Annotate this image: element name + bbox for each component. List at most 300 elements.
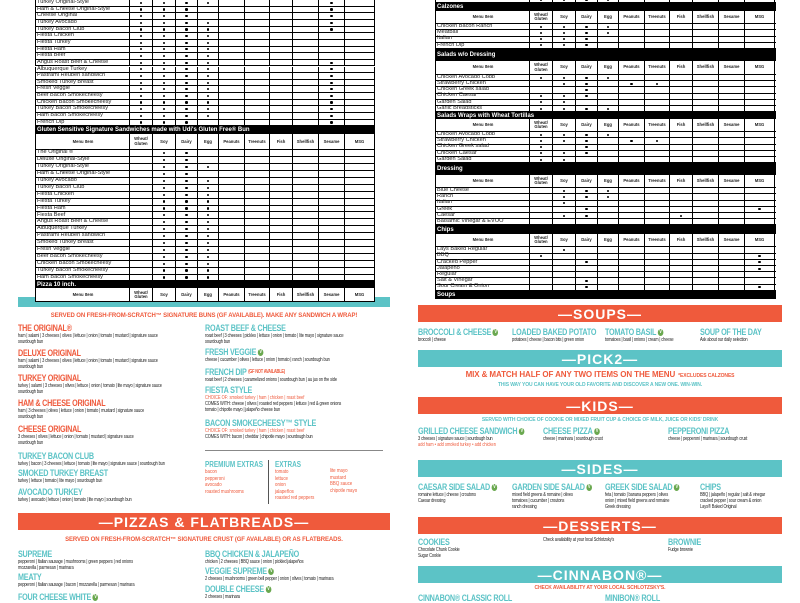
allergen-cell bbox=[693, 194, 719, 199]
allergen-dot bbox=[540, 26, 542, 28]
allergen-cell bbox=[130, 73, 153, 79]
item-title-text: MINIBON® ROLL bbox=[605, 593, 660, 603]
item-title-text: GRILLED CHEESE SANDWICH bbox=[418, 426, 518, 436]
allergen-cell bbox=[598, 278, 619, 283]
allergen-cell bbox=[130, 178, 153, 184]
allergen-dot bbox=[563, 95, 565, 97]
allergen-dot bbox=[163, 269, 165, 271]
allergen-cell bbox=[153, 212, 176, 218]
allergen-cell bbox=[576, 24, 598, 29]
menu-item bbox=[605, 593, 660, 603]
allergen-cell bbox=[530, 285, 553, 290]
allergen-cell bbox=[245, 113, 270, 119]
item-title bbox=[205, 584, 271, 594]
item-title-text: TURKEY ORIGINAL bbox=[18, 373, 82, 383]
item-title-text: DOUBLE CHEESE bbox=[205, 584, 264, 594]
allergen-cell bbox=[293, 93, 319, 99]
allergen-cell bbox=[553, 157, 576, 162]
menu-item-name: Ham Bacon Smokecheesy bbox=[35, 113, 130, 119]
allergen-cell bbox=[319, 67, 345, 73]
allergen-dot bbox=[185, 207, 187, 209]
allergen-cell bbox=[576, 138, 598, 143]
allergen-dot bbox=[140, 15, 142, 17]
allergen-cell bbox=[176, 178, 198, 184]
allergen-cell bbox=[153, 67, 176, 73]
allergen-cell bbox=[530, 213, 553, 218]
column-header: Sesame bbox=[719, 61, 745, 74]
allergen-cell bbox=[598, 94, 619, 99]
allergen-dot bbox=[207, 35, 209, 37]
allergen-cell bbox=[319, 171, 345, 177]
allergen-cell bbox=[693, 260, 719, 265]
allergen-dot bbox=[540, 152, 542, 154]
allergen-cell bbox=[198, 185, 219, 191]
allergen-cell bbox=[270, 275, 293, 281]
vegetarian-icon: V bbox=[675, 483, 678, 490]
allergen-cell bbox=[670, 254, 693, 259]
allergen-cell bbox=[745, 188, 775, 193]
allergen-cell bbox=[576, 285, 598, 290]
allergen-dot bbox=[185, 187, 187, 189]
menu-item-name: Garlic Breadsticks bbox=[435, 106, 530, 111]
allergen-cell bbox=[553, 24, 576, 29]
column-header: MSG bbox=[745, 119, 775, 131]
allergen-cell bbox=[176, 106, 198, 112]
allergen-cell bbox=[245, 60, 270, 66]
allergen-cell bbox=[198, 157, 219, 163]
item-title-text: BBQ CHICKEN & JALAPEÑO bbox=[205, 549, 299, 559]
allergen-dot bbox=[540, 32, 542, 34]
item-title bbox=[605, 327, 673, 337]
item-title-text: PEPPERONI PIZZA bbox=[668, 426, 730, 436]
allergen-cell bbox=[553, 94, 576, 99]
menu-item-header: Menu Item bbox=[435, 119, 530, 131]
allergen-cell bbox=[345, 80, 375, 86]
allergen-dot bbox=[185, 28, 187, 30]
allergen-dot bbox=[163, 28, 165, 30]
allergen-dot bbox=[163, 95, 165, 97]
gf-note: (GF NOT AVAILABLE) bbox=[248, 369, 285, 375]
allergen-cell bbox=[176, 164, 198, 170]
allergen-cell bbox=[245, 150, 270, 156]
allergen-cell bbox=[270, 192, 293, 198]
item-description: Lays® Baked Original bbox=[700, 504, 737, 510]
allergen-cell bbox=[293, 60, 319, 66]
allergen-dot bbox=[163, 263, 165, 265]
allergen-dot bbox=[185, 256, 187, 258]
column-header: Dairy bbox=[576, 234, 598, 246]
menu-item bbox=[700, 327, 762, 343]
item-title-text: FRESH VEGGIE bbox=[205, 347, 257, 357]
allergen-cell bbox=[530, 37, 553, 42]
allergen-cell bbox=[245, 93, 270, 99]
allergen-cell bbox=[598, 213, 619, 218]
left-table bbox=[35, 0, 375, 298]
allergen-cell bbox=[176, 212, 198, 218]
column-header: Wheat/ Gluten bbox=[530, 119, 553, 131]
allergen-cell bbox=[219, 240, 245, 246]
item-title-text: TURKEY BACON CLUB bbox=[18, 451, 94, 461]
allergen-cell bbox=[319, 20, 345, 26]
allergen-cell bbox=[598, 285, 619, 290]
allergen-dot bbox=[585, 77, 587, 79]
menu-item-name: BBQ bbox=[435, 254, 530, 259]
allergen-cell bbox=[530, 87, 553, 92]
allergen-cell bbox=[153, 275, 176, 281]
menu-item bbox=[668, 426, 747, 442]
allergen-dot bbox=[140, 42, 142, 44]
allergen-cell bbox=[576, 100, 598, 105]
allergen-dot bbox=[563, 152, 565, 154]
allergen-cell bbox=[130, 164, 153, 170]
allergen-cell bbox=[176, 275, 198, 281]
allergen-cell bbox=[670, 272, 693, 277]
allergen-cell bbox=[345, 0, 375, 6]
allergen-cell bbox=[293, 113, 319, 119]
allergen-cell bbox=[153, 60, 176, 66]
allergen-cell bbox=[319, 219, 345, 225]
allergen-cell bbox=[745, 266, 775, 271]
allergen-cell bbox=[219, 27, 245, 33]
allergen-cell bbox=[198, 7, 219, 13]
allergen-cell bbox=[219, 80, 245, 86]
allergen-cell bbox=[130, 60, 153, 66]
menu-item-name: Ranch bbox=[435, 194, 530, 199]
allergen-cell bbox=[270, 20, 293, 26]
allergen-dot bbox=[185, 159, 187, 161]
availability-note: CHECK AVAILABILITY AT YOUR LOCAL SCHLOTZSKY'S. bbox=[534, 585, 666, 591]
allergen-cell bbox=[719, 207, 745, 212]
item-description: Chocolate Chunk Cookie bbox=[418, 547, 460, 553]
allergen-cell bbox=[198, 268, 219, 274]
allergen-cell bbox=[219, 185, 245, 191]
allergen-cell bbox=[345, 106, 375, 112]
allergen-dot bbox=[585, 44, 587, 46]
allergen-cell bbox=[598, 132, 619, 137]
menu-item-name: Deluxe Original-Style bbox=[35, 157, 130, 163]
menu-item-name: Turkey Avocado bbox=[35, 178, 130, 184]
allergen-cell bbox=[619, 266, 645, 271]
allergen-cell bbox=[719, 278, 745, 283]
allergen-cell bbox=[130, 120, 153, 126]
allergen-cell bbox=[270, 261, 293, 267]
allergen-dot bbox=[185, 62, 187, 64]
allergen-cell bbox=[270, 33, 293, 39]
extras-item: avocado bbox=[205, 482, 222, 488]
allergen-cell bbox=[198, 93, 219, 99]
allergen-dot bbox=[585, 152, 587, 154]
allergen-cell bbox=[319, 73, 345, 79]
allergen-cell bbox=[345, 192, 375, 198]
column-header: Treenuts bbox=[645, 61, 670, 74]
menu-item bbox=[700, 482, 765, 510]
allergen-cell bbox=[530, 94, 553, 99]
allergen-cell bbox=[619, 0, 645, 2]
allergen-cell bbox=[645, 24, 670, 29]
vegetarian-icon: V bbox=[259, 348, 262, 355]
allergen-cell bbox=[176, 86, 198, 92]
item-title bbox=[418, 537, 460, 547]
allergen-cell bbox=[693, 106, 719, 111]
allergen-dot bbox=[163, 228, 165, 230]
allergen-cell bbox=[530, 188, 553, 193]
allergen-dot bbox=[140, 2, 142, 4]
allergen-cell bbox=[553, 201, 576, 206]
allergen-cell bbox=[319, 93, 345, 99]
allergen-cell bbox=[153, 120, 176, 126]
allergen-cell bbox=[619, 278, 645, 283]
allergen-cell bbox=[198, 226, 219, 232]
item-title bbox=[18, 451, 165, 461]
allergen-cell bbox=[130, 13, 153, 19]
allergen-cell bbox=[319, 60, 345, 66]
menu-item-name: Chicken Greek salad bbox=[435, 145, 530, 150]
column-header: Fish bbox=[670, 175, 693, 187]
allergen-cell bbox=[619, 219, 645, 224]
allergen-cell bbox=[130, 254, 153, 260]
allergen-cell bbox=[245, 13, 270, 19]
item-description: roast beef | 3 cheeses | pickles | lettuce | onion | tomato | lite mayo | signature sauce bbox=[205, 333, 344, 339]
item-title-text: COOKIES bbox=[418, 537, 450, 547]
allergen-dot bbox=[163, 152, 165, 154]
column-header: Dairy bbox=[576, 119, 598, 131]
menu-item-name: Italian bbox=[435, 201, 530, 206]
allergen-dot bbox=[630, 140, 632, 142]
allergen-cell bbox=[270, 67, 293, 73]
item-title bbox=[512, 482, 592, 492]
allergen-cell bbox=[598, 75, 619, 80]
allergen-cell bbox=[293, 33, 319, 39]
allergen-cell bbox=[198, 199, 219, 205]
menu-item-name: Turkey Avocado bbox=[35, 20, 130, 26]
column-header: Sesame bbox=[319, 134, 345, 149]
allergen-cell bbox=[670, 138, 693, 143]
allergen-cell bbox=[345, 233, 375, 239]
allergen-cell bbox=[198, 67, 219, 73]
column-header: Egg bbox=[598, 119, 619, 131]
allergen-cell bbox=[745, 132, 775, 137]
allergen-cell bbox=[345, 275, 375, 281]
table-row bbox=[35, 185, 375, 192]
allergen-cell bbox=[319, 233, 345, 239]
allergen-cell bbox=[198, 192, 219, 198]
allergen-cell bbox=[153, 100, 176, 106]
allergen-cell bbox=[293, 171, 319, 177]
allergen-cell bbox=[598, 87, 619, 92]
allergen-cell bbox=[270, 73, 293, 79]
menu-item-name: Ham & Cheese Original-Style bbox=[35, 7, 130, 13]
allergen-cell bbox=[598, 188, 619, 193]
extras-item: BBQ sauce bbox=[330, 481, 353, 487]
allergen-cell bbox=[693, 254, 719, 259]
allergen-cell bbox=[553, 188, 576, 193]
allergen-dot bbox=[140, 115, 142, 117]
allergen-cell bbox=[598, 272, 619, 277]
allergen-cell bbox=[670, 285, 693, 290]
menu-item-name: Italian bbox=[435, 37, 530, 42]
item-description: cheese | pepperoni | marinara | sourdough crust bbox=[668, 436, 748, 442]
allergen-cell bbox=[130, 268, 153, 274]
section-title: Pizza 10 inch. bbox=[35, 281, 375, 288]
item-description: sourdough bun bbox=[18, 339, 44, 345]
allergen-cell bbox=[598, 207, 619, 212]
allergen-dot bbox=[185, 35, 187, 37]
allergen-cell bbox=[345, 178, 375, 184]
allergen-cell bbox=[319, 106, 345, 112]
served-note: SERVED ON FRESH-FROM-SCRATCH™ SIGNATURE CRUST (GF AVAILABLE) OR AS FLATBREADS. bbox=[65, 537, 343, 543]
allergen-dot bbox=[330, 62, 332, 64]
allergen-cell bbox=[293, 254, 319, 260]
item-title bbox=[18, 592, 98, 602]
menu-item-name: Garden Salad bbox=[435, 157, 530, 162]
allergen-dot bbox=[563, 159, 565, 161]
menu-item-name: Garden Salad bbox=[435, 100, 530, 105]
allergen-cell bbox=[693, 30, 719, 35]
menu-item-header: Menu Item bbox=[435, 234, 530, 246]
allergen-dot bbox=[585, 208, 587, 210]
allergen-dot bbox=[163, 207, 165, 209]
allergen-dot bbox=[140, 82, 142, 84]
menu-item-name: Fiesta Beef bbox=[35, 212, 130, 218]
kids-banner: —KIDS— bbox=[418, 397, 782, 414]
allergen-cell bbox=[645, 219, 670, 224]
allergen-cell bbox=[345, 157, 375, 163]
allergen-dot bbox=[585, 215, 587, 217]
allergen-cell bbox=[293, 120, 319, 126]
allergen-cell bbox=[670, 132, 693, 137]
allergen-dot bbox=[185, 55, 187, 57]
allergen-cell bbox=[619, 100, 645, 105]
allergen-cell bbox=[319, 33, 345, 39]
allergen-cell bbox=[745, 106, 775, 111]
item-description: cracked pepper | sour cream & onion bbox=[700, 498, 762, 504]
allergen-cell bbox=[576, 254, 598, 259]
allergen-cell bbox=[530, 100, 553, 105]
allergen-cell bbox=[245, 164, 270, 170]
allergen-dot bbox=[330, 2, 332, 4]
menu-item-header: Menu Item bbox=[35, 288, 130, 301]
menu-item bbox=[512, 327, 596, 343]
allergen-cell bbox=[645, 254, 670, 259]
allergen-dot bbox=[163, 35, 165, 37]
allergen-dot bbox=[185, 121, 187, 123]
item-title-text: ROAST BEEF & CHEESE bbox=[205, 323, 286, 333]
allergen-dot bbox=[207, 194, 209, 196]
allergen-cell bbox=[198, 233, 219, 239]
vegetarian-icon: V bbox=[595, 427, 599, 434]
allergen-cell bbox=[270, 240, 293, 246]
allergen-cell bbox=[130, 157, 153, 163]
allergen-dot bbox=[163, 249, 165, 251]
allergen-cell bbox=[719, 194, 745, 199]
column-header: Peanuts bbox=[619, 175, 645, 187]
allergen-cell bbox=[576, 151, 598, 156]
table-row bbox=[35, 178, 375, 185]
allergen-dot bbox=[207, 207, 209, 209]
item-title bbox=[668, 537, 701, 547]
item-title-text: CAESAR SIDE SALAD bbox=[418, 482, 490, 492]
allergen-cell bbox=[745, 272, 775, 277]
column-header: Peanuts bbox=[619, 234, 645, 246]
allergen-cell bbox=[245, 106, 270, 112]
column-header: Peanuts bbox=[219, 288, 245, 301]
menu-item-name: Balsamic Vinegar & EVOO bbox=[435, 219, 530, 224]
allergen-cell bbox=[576, 272, 598, 277]
vegetarian-icon: V bbox=[493, 483, 496, 490]
allergen-cell bbox=[130, 171, 153, 177]
allergen-cell bbox=[245, 80, 270, 86]
column-header: Fish bbox=[670, 119, 693, 131]
allergen-cell bbox=[219, 33, 245, 39]
allergen-cell bbox=[670, 100, 693, 105]
item-title bbox=[205, 385, 341, 395]
allergen-cell bbox=[319, 0, 345, 6]
allergen-cell bbox=[693, 145, 719, 150]
menu-item-name: Fiesta Chicken bbox=[35, 33, 130, 39]
column-header: Dairy bbox=[176, 288, 198, 301]
allergen-cell bbox=[670, 145, 693, 150]
allergen-dot bbox=[330, 8, 332, 10]
allergen-dot bbox=[207, 101, 209, 103]
allergen-cell bbox=[619, 43, 645, 48]
allergen-cell bbox=[245, 53, 270, 59]
allergen-cell bbox=[745, 194, 775, 199]
extras-item: lettuce bbox=[275, 475, 288, 482]
allergen-dot bbox=[207, 242, 209, 244]
allergen-cell bbox=[270, 150, 293, 156]
allergen-dot bbox=[185, 242, 187, 244]
column-header: Soy bbox=[553, 175, 576, 187]
column-header: Soy bbox=[553, 61, 576, 74]
served-note: SERVED ON FRESH-FROM-SCRATCH™ SIGNATURE BUNS (GF AVAILABLE). MAKE ANY SANDWICH A WRAP! bbox=[50, 313, 358, 319]
allergen-dot bbox=[185, 194, 187, 196]
allergen-cell bbox=[670, 37, 693, 42]
allergen-cell bbox=[219, 275, 245, 281]
allergen-cell bbox=[553, 81, 576, 86]
allergen-cell bbox=[530, 30, 553, 35]
allergen-cell bbox=[598, 81, 619, 86]
allergen-cell bbox=[719, 87, 745, 92]
allergen-cell bbox=[619, 75, 645, 80]
column-header: MSG bbox=[745, 11, 775, 23]
allergen-cell bbox=[619, 213, 645, 218]
item-description: Ask about our daily selection bbox=[700, 337, 748, 343]
allergen-dot bbox=[207, 166, 209, 168]
allergen-cell bbox=[270, 53, 293, 59]
item-description: pepperoni | Italian sausage | mushrooms | green peppers | red onions bbox=[18, 559, 133, 565]
item-title bbox=[205, 347, 330, 357]
column-header: MSG bbox=[745, 61, 775, 74]
allergen-dot bbox=[163, 187, 165, 189]
allergen-dot bbox=[140, 108, 142, 110]
allergen-cell bbox=[645, 100, 670, 105]
allergen-dot bbox=[185, 75, 187, 77]
allergen-cell bbox=[245, 240, 270, 246]
allergen-dot bbox=[540, 146, 542, 148]
allergen-cell bbox=[670, 266, 693, 271]
allergen-cell bbox=[176, 254, 198, 260]
allergen-cell bbox=[245, 33, 270, 39]
table-row bbox=[35, 120, 375, 127]
column-header: Sesame bbox=[719, 11, 745, 23]
sides-banner: —SIDES— bbox=[418, 460, 782, 477]
allergen-dot bbox=[330, 82, 332, 84]
allergen-dot bbox=[540, 159, 542, 161]
allergen-cell bbox=[598, 145, 619, 150]
allergen-cell bbox=[198, 13, 219, 19]
allergen-cell bbox=[530, 260, 553, 265]
allergen-cell bbox=[245, 226, 270, 232]
